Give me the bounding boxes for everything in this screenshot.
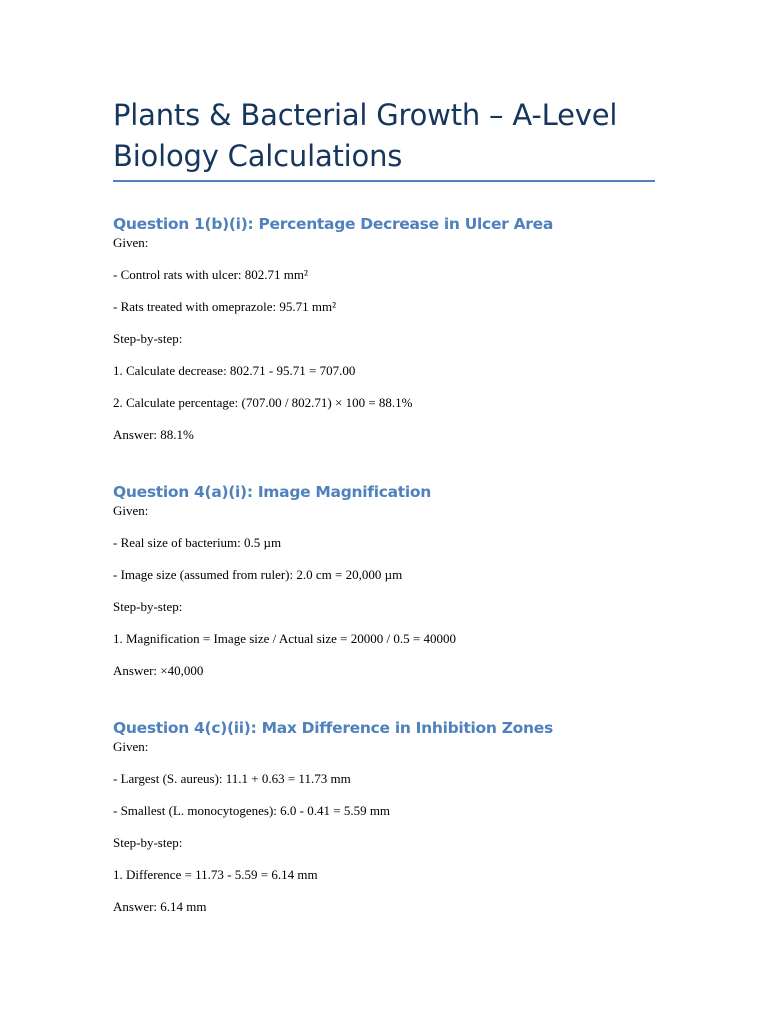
text-line: - Smallest (L. monocytogenes): 6.0 - 0.41 = 5.59 mm — [113, 803, 391, 818]
text-line: Given: — [113, 235, 149, 250]
title-underline — [113, 180, 655, 182]
text-line: Step-by-step: — [113, 331, 183, 346]
text-line: - Control rats with ulcer: 802.71 mm² — [113, 267, 308, 282]
section-heading: Question 4(c)(ii): Max Difference in Inhibition Zones — [113, 719, 553, 737]
section-question-1b-i — [113, 213, 713, 459]
answer-line: Answer: 6.14 mm — [113, 899, 207, 914]
text-line: Given: — [113, 503, 149, 518]
text-line: 1. Difference = 11.73 - 5.59 = 6.14 mm — [113, 867, 318, 882]
text-line: Step-by-step: — [113, 599, 183, 614]
answer-line: Answer: ×40,000 — [113, 663, 204, 678]
section-heading: Question 4(a)(i): Image Magnification — [113, 483, 431, 501]
section-question-4a-i — [113, 481, 713, 695]
text-line: - Image size (assumed from ruler): 2.0 cm = 20,000 µm — [113, 567, 403, 582]
section-question-4c-ii — [113, 717, 713, 931]
text-line: Given: — [113, 739, 149, 754]
text-line: - Largest (S. aureus): 11.1 + 0.63 = 11.73 mm — [113, 771, 351, 786]
text-line: - Rats treated with omeprazole: 95.71 mm² — [113, 299, 337, 314]
text-line: 1. Magnification = Image size / Actual size = 20000 / 0.5 = 40000 — [113, 631, 456, 646]
text-line: 1. Calculate decrease: 802.71 - 95.71 = 707.00 — [113, 363, 356, 378]
text-line: - Real size of bacterium: 0.5 µm — [113, 535, 282, 550]
document-title: Plants & Bacterial Growth – A-Level Biology Calculations — [113, 98, 618, 173]
answer-line: Answer: 88.1% — [113, 427, 194, 442]
text-line: Step-by-step: — [113, 835, 183, 850]
text-line: 2. Calculate percentage: (707.00 / 802.71) × 100 = 88.1% — [113, 395, 413, 410]
section-heading: Question 1(b)(i): Percentage Decrease in Ulcer Area — [113, 215, 554, 233]
